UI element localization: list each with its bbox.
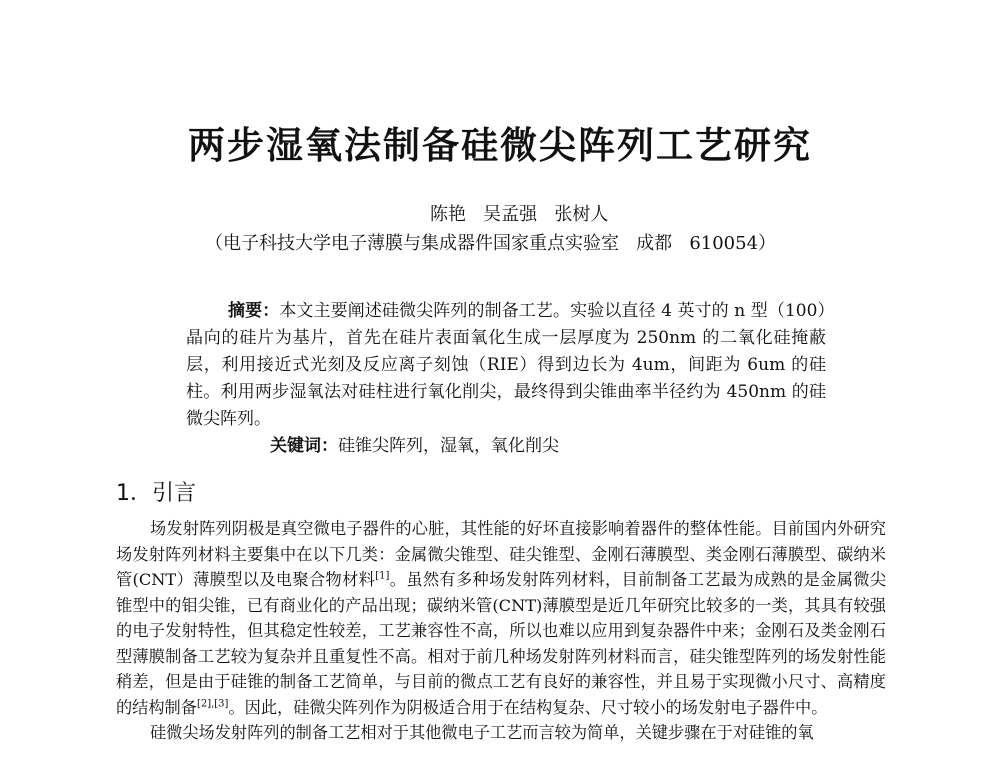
abstract-paragraph (186, 298, 826, 433)
para1-part2: 。虽然有多种场发射阵列材料，目前制备工艺最为成熟的是金属微尖锥型中的钼尖锥，已有商业化的产品出现；碳纳米管(CNT)薄膜型是近几年研究比较多的一类，其具有较强的电子发射特性，但其稳定性较差，工艺兼容性不高，所以也难以应用到复杂器件中来；金刚石及类金刚石型薄膜制备工艺较为复杂并且重复性不高。相对于前几种场发射阵列材料而言，硅尖锥型阵列的场发射性能稍差，但是由于硅锥的制备工艺简单，与目前的微点工艺有良好的兼容性，并且易于实现微小尺寸、高精度的结构制备 (116, 570, 887, 717)
para1-part1: 场发射阵列阴极是真空微电子器件的心脏，其性能的好坏直接影响着器件的整体性能。目前国内外研究场发射阵列材料主要集中在以下几类：金属微尖锥型、硅尖锥型、金刚石薄膜型、类金刚石薄膜型、碳纳米管(CNT）薄膜型以及电聚合物材料 (116, 519, 886, 589)
citation-ref-1: [1] (375, 570, 390, 582)
body-paragraph-2: 硅微尖场发射阵列的制备工艺相对于其他微电子工艺而言较为简单，关键步骤在于对硅锥的氧 (150, 723, 814, 742)
abstract-text: 本文主要阐述硅微尖阵列的制备工艺。实验以直径 4 英寸的 n 型（100）晶向的硅片为基片，首先在硅片表面氧化生成一层厚度为 250nm 的二氧化硅掩蔽层，利用接近式光刻及反应离子刻蚀（RIE）得到边长为 4um，间距为 6um 的硅柱。利用两步湿氧法对硅柱进行氧化削尖，最终得到尖锥曲率半径约为 450nm 的硅微尖阵列。 (186, 301, 827, 429)
paper-title: 两步湿氧法制备硅微尖阵列工艺研究 (188, 124, 812, 167)
paper-authors: 陈艳 吴孟强 张树人 (430, 204, 609, 225)
keywords-label: 关键词： (270, 436, 338, 456)
body-text (116, 516, 886, 746)
abstract-block (186, 298, 826, 460)
keywords-text: 硅锥尖阵列，湿氧，氧化削尖 (338, 436, 559, 456)
paper-affiliation: （电子科技大学电子薄膜与集成器件国家重点实验室 成都 610054） (205, 233, 777, 254)
citation-ref-2-3: [2],[3] (196, 698, 229, 710)
keywords-line (186, 433, 826, 460)
abstract-label: 摘要： (228, 301, 280, 321)
para1-part3: 。因此，硅微尖阵列作为阴极适合用于在结构复杂、尺寸较小的场发射电子器件中。 (228, 697, 828, 717)
section-heading-introduction: 1．引言 (116, 481, 196, 506)
body-paragraph-1 (116, 516, 886, 720)
